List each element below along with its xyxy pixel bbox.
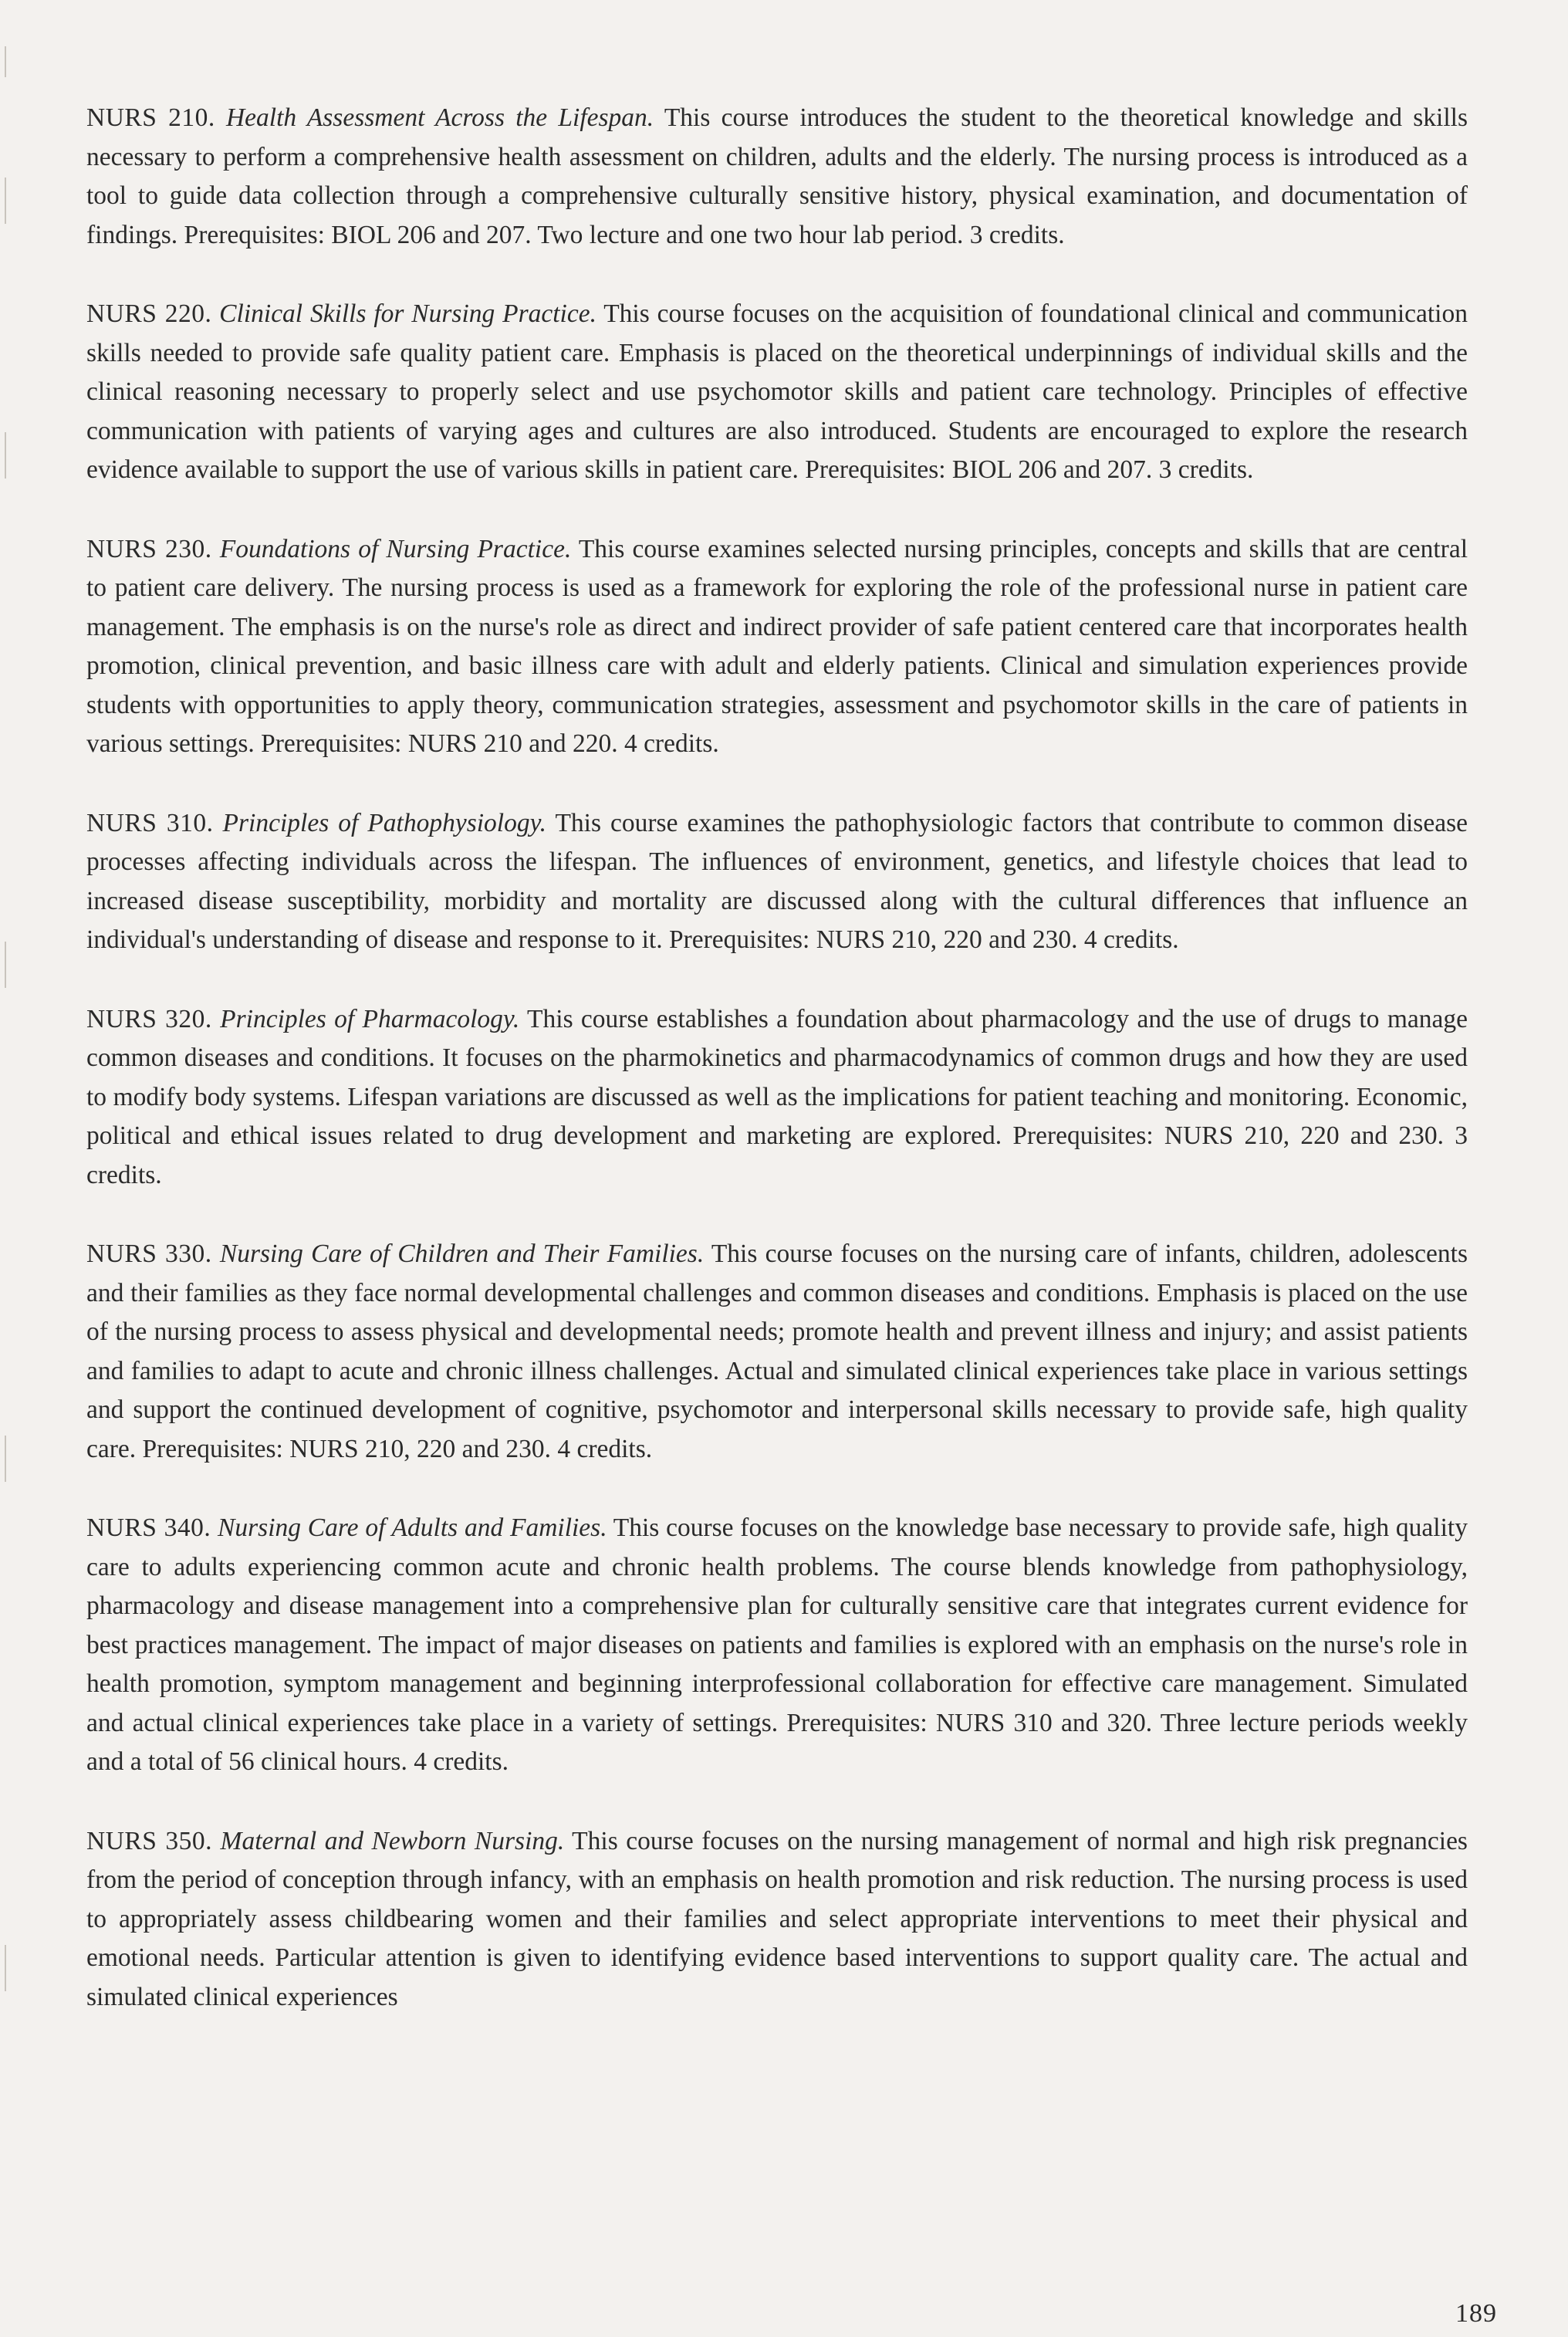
scan-edge-mark — [5, 46, 6, 77]
course-code: NURS 340. — [86, 1513, 211, 1542]
page-number: 189 — [1455, 2299, 1497, 2328]
scan-edge-mark — [5, 942, 6, 988]
course-code: NURS 220. — [86, 299, 212, 328]
course-title: Maternal and Newborn Nursing. — [220, 1826, 565, 1855]
course-title: Principles of Pathophysiology. — [222, 808, 547, 837]
course-code: NURS 230. — [86, 534, 212, 563]
course-code: NURS 210. — [86, 103, 215, 132]
course-title: Clinical Skills for Nursing Practice. — [219, 299, 596, 328]
course-description: This course establishes a foundation about pharmacology and the use of drugs to manage common diseases and conditions. It focuses on the pharmokinetics and pharmacodynamics of common drugs and how they are used to modify body systems. Lifespan variations are discussed as well as the implications for patient teaching and monitoring. Economic, political and ethical issues related to drug development and marketing are explored. Prerequisites: NURS 210, 220 and 230. 3 credits. — [86, 1004, 1468, 1189]
course-description: This course introduces the student to the theoretical knowledge and skills necessary to perform a comprehensive health assessment on children, adults and the elderly. The nursing process is introduced as a tool to guide data collection through a comprehensive culturally sensitive history, physical examination, and documentation of findings. Prerequisites: BIOL 206 and 207. Two lecture and one two hour lab period. 3 credits. — [86, 103, 1468, 249]
course-code: NURS 330. — [86, 1240, 212, 1268]
course-description: This course focuses on the acquisition of foundational clinical and communication skills needed to provide safe quality patient care. Emphasis is placed on the theoretical underpinnings of individual skills and the clinical reasoning necessary to properly select and use psychomotor skills and patient care technology. Principles of effective communication with patients of varying ages and cultures are also introduced. Students are encouraged to explore the research evidence available to support the use of various skills in patient care. Prerequisites: BIOL 206 and 207. 3 credits. — [86, 299, 1468, 484]
course-entry-nurs-210 — [86, 99, 1468, 255]
course-description: This course examines selected nursing principles, concepts and skills that are central to patient care delivery. The nursing process is used as a framework for exploring the role of the professional nurse in patient care management. The emphasis is on the nurse's role as direct and indirect provider of safe patient centered care that incorporates health promotion, clinical prevention, and basic illness care with adult and elderly patients. Clinical and simulation experiences provide students with opportunities to apply theory, communication strategies, assessment and psychomotor skills in the care of patients in various settings. Prerequisites: NURS 210 and 220. 4 credits. — [86, 534, 1468, 758]
course-description: This course focuses on the nursing management of normal and high risk pregnancies from the period of conception through infancy, with an emphasis on health promotion and risk reduction. The nursing process is used to appropriately assess childbearing women and their families and select appropriate interventions to meet their physical and emotional needs. Particular attention is given to identifying evidence based interventions to support quality care. The actual and simulated clinical experiences — [86, 1826, 1468, 2011]
course-entry-nurs-350 — [86, 1822, 1468, 2017]
scan-edge-mark — [5, 432, 6, 479]
course-code: NURS 350. — [86, 1826, 213, 1855]
course-description: This course focuses on the knowledge base necessary to provide safe, high quality care to adults experiencing common acute and chronic health problems. The course blends knowledge from pathophysiology, pharmacology and disease management into a comprehensive plan for culturally sensitive care that integrates current evidence for best practices management. The impact of major diseases on patients and families is explored with an emphasis on the nurse's role in health promotion, symptom management and beginning interprofessional collaboration for effective care management. Simulated and actual clinical experiences take place in a variety of settings. Prerequisites: NURS 310 and 320. Three lecture periods weekly and a total of 56 clinical hours. 4 credits. — [86, 1513, 1468, 1776]
course-list — [86, 99, 1468, 2057]
course-entry-nurs-320 — [86, 1000, 1468, 1196]
course-title: Nursing Care of Children and Their Families. — [219, 1240, 705, 1268]
course-title: Nursing Care of Adults and Families. — [218, 1513, 607, 1542]
course-description: This course examines the pathophysiologic factors that contribute to common disease processes affecting individuals across the lifespan. The influences of environment, genetics, and lifestyle choices that lead to increased disease susceptibility, morbidity and mortality are discussed along with the cultural differences that influence an individual's understanding of disease and response to it. Prerequisites: NURS 210, 220 and 230. 4 credits. — [86, 808, 1468, 954]
scan-edge-mark — [5, 1945, 6, 1991]
course-code: NURS 320. — [86, 1004, 212, 1033]
course-code: NURS 310. — [86, 808, 214, 837]
course-title: Health Assessment Across the Lifespan. — [225, 103, 654, 132]
scan-edge-mark — [5, 178, 6, 224]
course-title: Principles of Pharmacology. — [220, 1004, 520, 1033]
scan-edge-mark — [5, 1436, 6, 1482]
course-title: Foundations of Nursing Practice. — [219, 534, 572, 563]
course-description: This course focuses on the nursing care of infants, children, adolescents and their families as they face normal developmental challenges and common diseases and conditions. Emphasis is placed on the use of the nursing process to assess physical and developmental needs; promote health and prevent illness and injury; and assist patients and families to adapt to acute and chronic illness challenges. Actual and simulated clinical experiences take place in various settings and support the continued development of cognitive, psychomotor and interpersonal skills necessary to provide safe, high quality care. Prerequisites: NURS 210, 220 and 230. 4 credits. — [86, 1240, 1468, 1463]
course-entry-nurs-340 — [86, 1509, 1468, 1782]
course-entry-nurs-230 — [86, 530, 1468, 764]
course-entry-nurs-220 — [86, 295, 1468, 490]
course-entry-nurs-310 — [86, 804, 1468, 960]
course-entry-nurs-330 — [86, 1235, 1468, 1469]
